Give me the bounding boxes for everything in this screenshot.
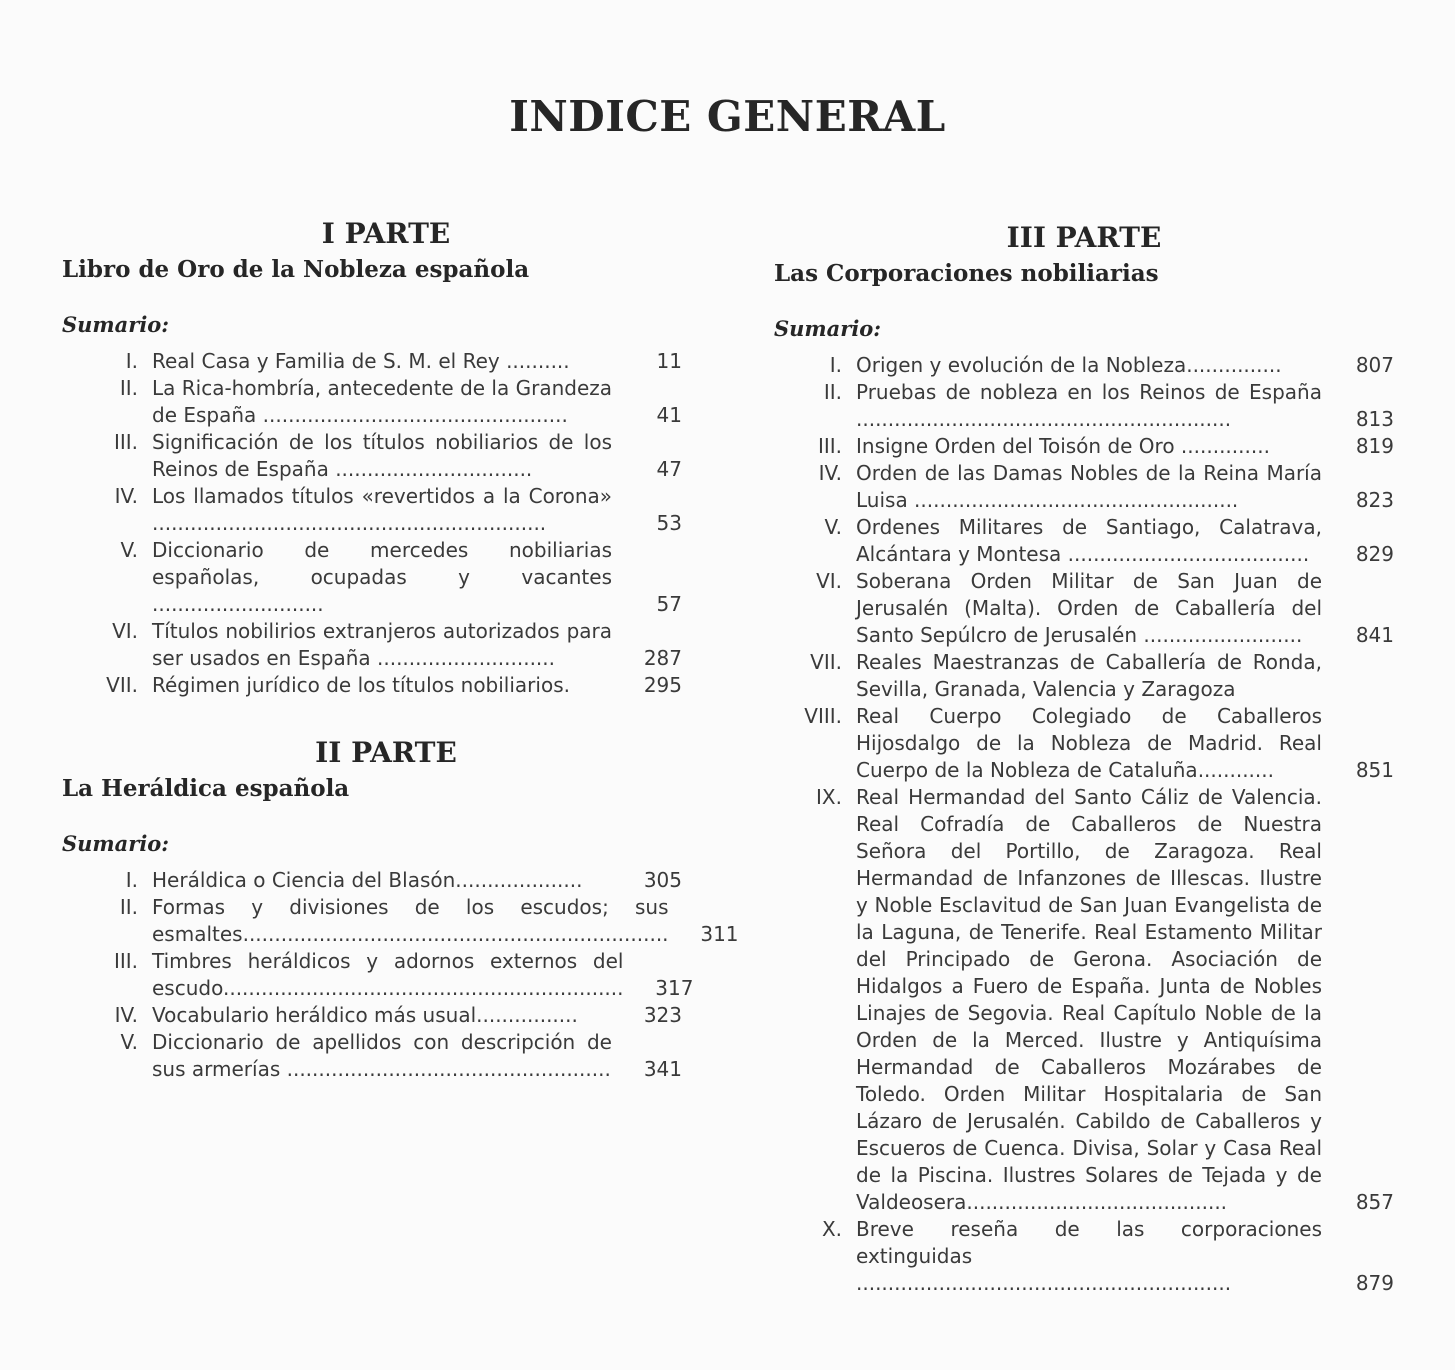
entry-page: 851 [1355, 758, 1394, 782]
entry-title: Ordenes Militares de Santiago, Calatrava, Alcántara y Montesa ...................................... [856, 515, 1322, 566]
toc-entry [62, 429, 682, 483]
toc-list [62, 867, 739, 1083]
toc-entry [774, 352, 1394, 379]
toc-entry [774, 784, 1394, 1216]
entry-page: 305 [643, 868, 682, 892]
entry-page: 47 [656, 457, 682, 481]
entry-number: IV. [114, 484, 138, 508]
entry-number: V. [120, 1030, 138, 1054]
entry-number: III. [817, 434, 842, 458]
sumario-label: Sumario: [62, 312, 170, 337]
entry-title: Orden de las Damas Nobles de la Reina María Luisa ................................................... [856, 461, 1322, 512]
toc-entry [774, 703, 1394, 784]
toc-entry [62, 1002, 682, 1029]
right-column [774, 220, 1394, 1297]
entry-title: Títulos nobilirios extranjeros autorizados para ser usados en España ............................ [152, 619, 612, 670]
entry-number: VIII. [804, 704, 842, 728]
entry-number: X. [821, 1217, 842, 1241]
entry-title: Soberana Orden Militar de San Juan de Jerusalén (Malta). Orden de Caballería del Santo Sepúlcro de Jerusalén ......................... [856, 569, 1322, 647]
entry-page: 311 [700, 922, 739, 946]
entry-title: Los llamados títulos «revertidos a la Corona» .............................................................. [152, 484, 612, 535]
entry-page: 41 [656, 403, 682, 427]
entry-title: Heráldica o Ciencia del Blasón.................... [152, 868, 583, 892]
toc-entry [62, 375, 682, 429]
entry-number: II. [119, 895, 138, 919]
entry-page: 819 [1355, 434, 1394, 458]
entry-page: 57 [656, 592, 682, 616]
entry-title: Vocabulario heráldico más usual................ [152, 1003, 578, 1027]
toc-entry [62, 348, 682, 375]
entry-number: IV. [114, 1003, 138, 1027]
toc-entry [774, 433, 1394, 460]
entry-number: VI. [816, 569, 842, 593]
entry-title: Real Hermandad del Santo Cáliz de Valencia. Real Cofradía de Caballeros de Nuestra Señora del Portillo, de Zaragoza. Real Hermandad de Infanzones de Illescas. Ilustre y Noble Esclavitud de San Juan Evangelista de la Laguna, de Tenerife. Real Estamento Militar del Principado de Gerona. Asociación de Hidalgos a Fuero de España. Junta de Nobles Linajes de Segovia. Real Capítulo Noble de la Orden de la Merced. Ilustre y Antiquísima Hermandad de Caballeros Mozárabes de Toledo. Orden Militar Hospitalaria de San Lázaro de Jerusalén. Cabildo de Caballeros y Escueros de Cuenca. Divisa, Solar y Casa Real de la Piscina. Ilustres Solares de Tejada y de Valdeosera......................................... [856, 785, 1322, 1214]
entry-number: V. [824, 515, 842, 539]
entry-page: 295 [643, 673, 682, 697]
part-3 [774, 220, 1394, 1297]
entry-page: 823 [1355, 488, 1394, 512]
page-title: INDICE GENERAL [509, 92, 946, 141]
toc-entry [774, 1216, 1394, 1297]
entry-title: Reales Maestranzas de Caballería de Ronda, Sevilla, Granada, Valencia y Zaragoza [856, 650, 1322, 701]
part-subtitle: Las Corporaciones nobiliarias [774, 260, 1159, 287]
entry-number: IV. [818, 461, 842, 485]
entry-page: 317 [655, 976, 694, 1000]
toc-entry [774, 568, 1394, 649]
part-2 [62, 735, 739, 1083]
part-heading: I PARTE [321, 217, 451, 250]
entry-number: VI. [112, 619, 138, 643]
toc-entry [62, 1029, 682, 1083]
entry-title: Insigne Orden del Toisón de Oro .............. [856, 434, 1270, 458]
entry-page: 341 [643, 1057, 682, 1081]
part-subtitle: La Heráldica española [62, 775, 350, 802]
entry-number: III. [113, 430, 138, 454]
entry-page: 841 [1355, 623, 1394, 647]
toc-entry [62, 483, 682, 537]
entry-page: 807 [1355, 353, 1394, 377]
sumario-label: Sumario: [62, 831, 170, 856]
entry-title: Real Casa y Familia de S. M. el Rey .......... [152, 349, 570, 373]
entry-number: V. [120, 538, 138, 562]
sumario-label: Sumario: [774, 316, 882, 341]
toc-list [62, 348, 682, 699]
entry-page: 11 [656, 349, 682, 373]
entry-title: Real Cuerpo Colegiado de Caballeros Hijosdalgo de la Nobleza de Madrid. Real Cuerpo de la Nobleza de Cataluña............ [856, 704, 1322, 782]
entry-number: IX. [816, 785, 842, 809]
part-heading: II PARTE [315, 736, 457, 769]
entry-title: Significación de los títulos nobiliarios de los Reinos de España ............................... [152, 430, 612, 481]
entry-number: I. [125, 868, 138, 892]
entry-title: Breve reseña de las corporaciones extinguidas ........................................................... [856, 1217, 1322, 1295]
entry-number: II. [823, 380, 842, 404]
entry-title: La Rica-hombría, antecedente de la Grandeza de España ................................................ [152, 376, 613, 427]
entry-page: 879 [1355, 1271, 1394, 1295]
toc-entry [774, 379, 1394, 433]
toc-list [774, 352, 1394, 1297]
entry-page: 287 [643, 646, 682, 670]
entry-number: VII. [810, 650, 842, 674]
toc-entry [62, 672, 682, 699]
entry-number: III. [113, 949, 138, 973]
toc-entry [774, 460, 1394, 514]
toc-entry [62, 894, 739, 948]
entry-number: II. [119, 376, 138, 400]
entry-number: I. [125, 349, 138, 373]
entry-title: Origen y evolución de la Nobleza............... [856, 353, 1282, 377]
toc-entry [774, 514, 1394, 568]
entry-title: Formas y divisiones de los escudos; sus esmaltes................................................................... [152, 895, 669, 946]
part-1 [62, 216, 682, 699]
entry-page: 813 [1355, 407, 1394, 431]
entry-title: Diccionario de apellidos con descripción de sus armerías ................................................... [152, 1030, 612, 1081]
entry-page: 53 [656, 511, 682, 535]
part-heading: III PARTE [1006, 221, 1162, 254]
entry-title: Diccionario de mercedes nobiliarias españolas, ocupadas y vacantes ........................... [152, 538, 612, 616]
entry-title: Pruebas de nobleza en los Reinos de España ........................................................... [856, 380, 1322, 431]
entry-page: 323 [643, 1003, 682, 1027]
toc-entry [774, 649, 1394, 703]
toc-entry [62, 537, 682, 618]
entry-number: VII. [106, 673, 138, 697]
toc-entry [62, 867, 682, 894]
toc-entry [62, 618, 682, 672]
toc-entry [62, 948, 694, 1002]
entry-number: I. [829, 353, 842, 377]
entry-page: 857 [1355, 1190, 1394, 1214]
entry-title: Régimen jurídico de los títulos nobiliarios. [152, 673, 570, 697]
entry-title: Timbres heráldicos y adornos externos del escudo............................................................... [152, 949, 624, 1000]
entry-page: 829 [1355, 542, 1394, 566]
left-column [62, 216, 739, 1083]
part-subtitle: Libro de Oro de la Nobleza española [62, 256, 530, 283]
